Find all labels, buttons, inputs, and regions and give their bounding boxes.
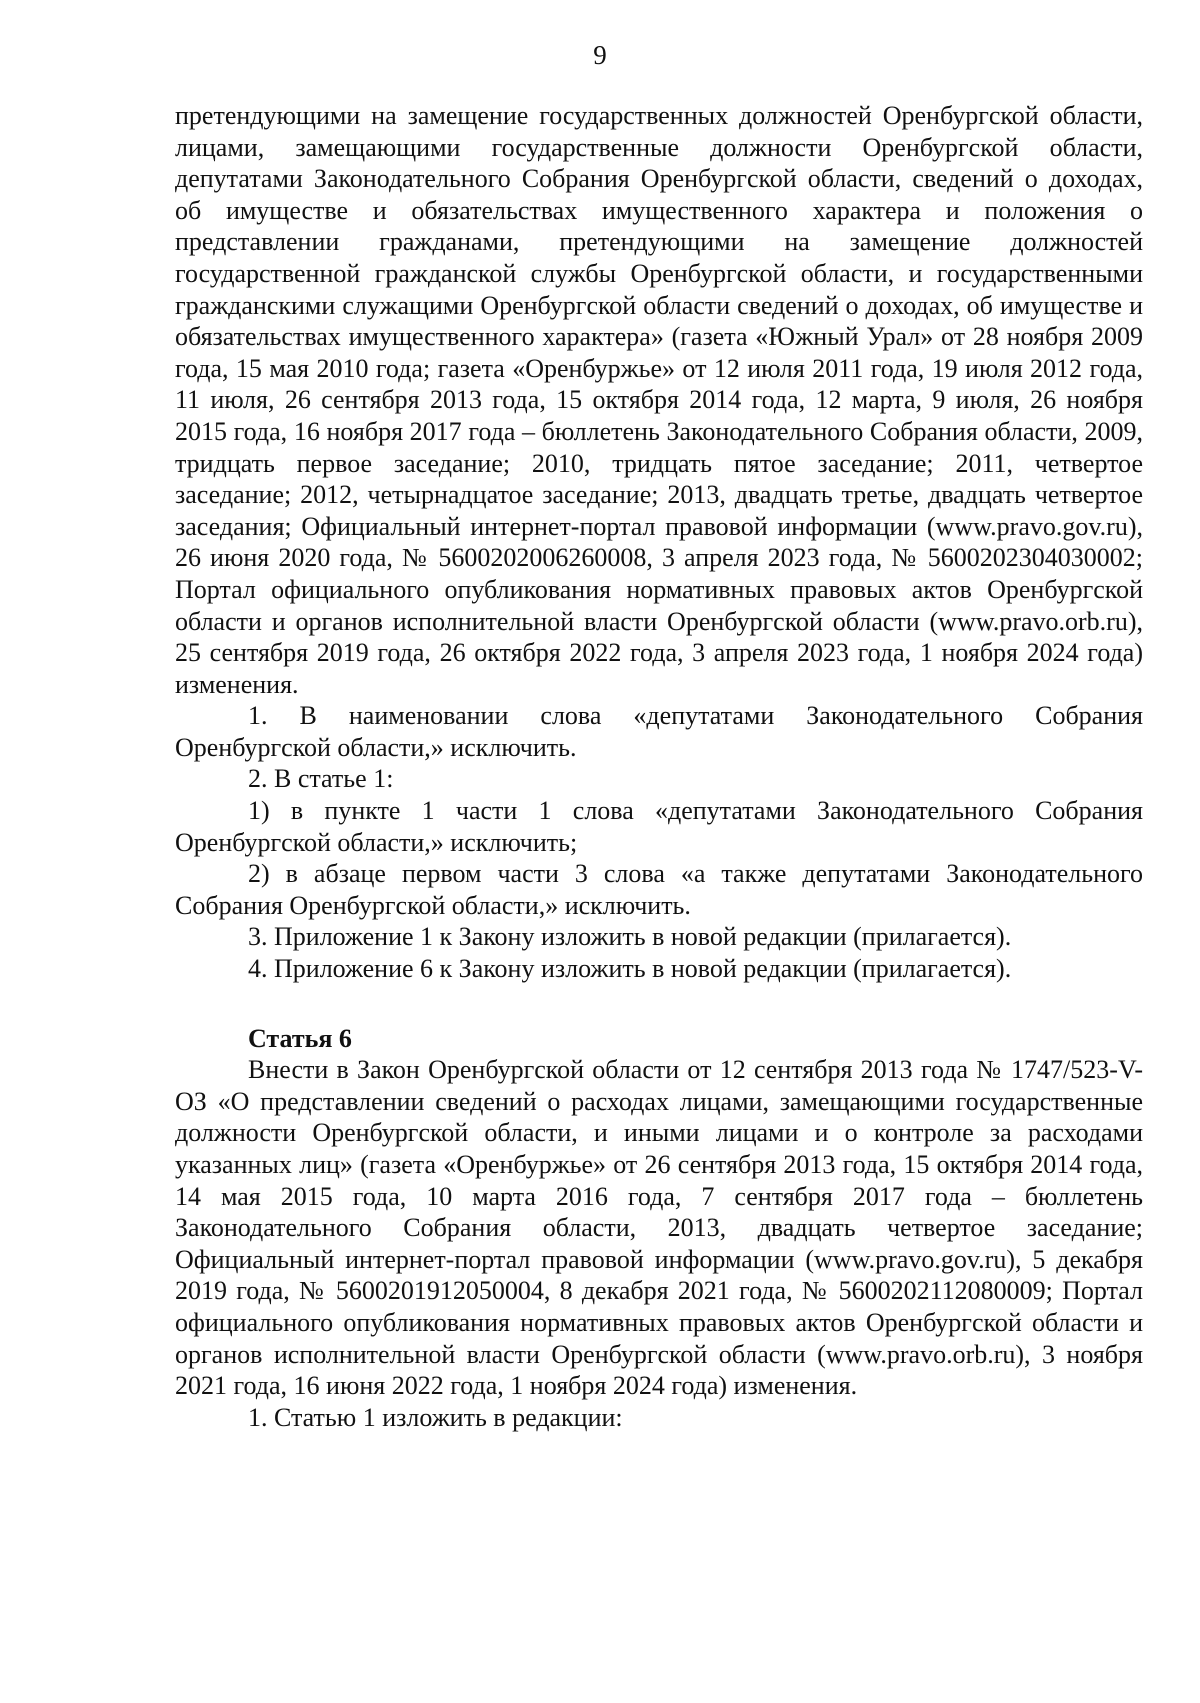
- amendment-item-2: 2. В статье 1:: [248, 764, 394, 794]
- amendment-item-1: 1. В наименовании слова «депутатами Законодательного Собрания Оренбургской области,» исключить.: [175, 701, 1143, 762]
- article-item-1: 1. Статью 1 изложить в редакции:: [248, 1402, 623, 1432]
- article-heading: Статья 6: [248, 1023, 352, 1053]
- amendment-item-3: 3. Приложение 1 к Закону изложить в новой редакции (прилагается).: [248, 922, 1012, 952]
- amendment-subitem-2: 2) в абзаце первом части 3 слова «а также депутатами Законодательного Собрания Оренбургской области,» исключить.: [175, 859, 1143, 920]
- amendment-item-4: 4. Приложение 6 к Закону изложить в новой редакции (прилагается).: [248, 954, 1012, 984]
- amendment-subitem-1: 1) в пункте 1 части 1 слова «депутатами Законодательного Собрания Оренбургской области,» исключить;: [175, 796, 1143, 857]
- paragraph-continuation: претендующими на замещение государственных должностей Оренбургской области, лицами, замещающими государственные должности Оренбургской области, депутатами Законодательного Собрания Оренбургской области, сведений о доходах, об имуществе и обязательствах имущественного характера и положения о представлении гражданами, претендующими на замещение должностей государственной гражданской службы Оренбургской области, и государственными гражданскими служащими Оренбургской области сведений о доходах, об имуществе и обязательствах имущественного характера» (газета «Южный Урал» от 28 ноября 2009 года, 15 мая 2010 года; газета «Оренбуржье» от 12 июля 2011 года, 19 июля 2012 года, 11 июля, 26 сентября 2013 года, 15 октября 2014 года, 12 марта, 9 июля, 26 ноября 2015 года, 16 ноября 2017 года – бюллетень Законодательного Собрания области, 2009, тридцать первое заседание; 2010, тридцать пятое заседание; 2011, четвертое заседание; 2012, четырнадцатое заседание; 2013, двадцать третье, двадцать четвертое заседания; Официальный интернет-портал правовой информации (www.pravo.gov.ru), 26 июня 2020 года, № 5600202006260008, 3 апреля 2023 года, № 5600202304030002; Портал официального опубликования нормативных правовых актов Оренбургской области и органов исполнительной власти Оренбургской области (www.pravo.orb.ru), 25 сентября 2019 года, 26 октября 2022 года, 3 апреля 2023 года, 1 ноября 2024 года) изменения.: [175, 101, 1143, 699]
- page-number: 9: [593, 40, 607, 70]
- article-intro-paragraph: Внести в Закон Оренбургской области от 12 сентября 2013 года № 1747/523-V-ОЗ «О представлении сведений о расходах лицами, замещающими государственные должности Оренбургской области, и иными лицами и о контроле за расходами указанных лиц» (газета «Оренбуржье» от 26 сентября 2013 года, 15 октября 2014 года, 14 мая 2015 года, 10 марта 2016 года, 7 сентября 2017 года – бюллетень Законодательного Собрания области, 2013, двадцать четвертое заседание; Официальный интернет-портал правовой информации (www.pravo.gov.ru), 5 декабря 2019 года, № 5600201912050004, 8 декабря 2021 года, № 5600202112080009; Портал официального опубликования нормативных правовых актов Оренбургской области и органов исполнительной власти Оренбургской области (www.pravo.orb.ru), 3 ноября 2021 года, 16 июня 2022 года, 1 ноября 2024 года) изменения.: [175, 1055, 1143, 1401]
- document-body: [175, 100, 1143, 1433]
